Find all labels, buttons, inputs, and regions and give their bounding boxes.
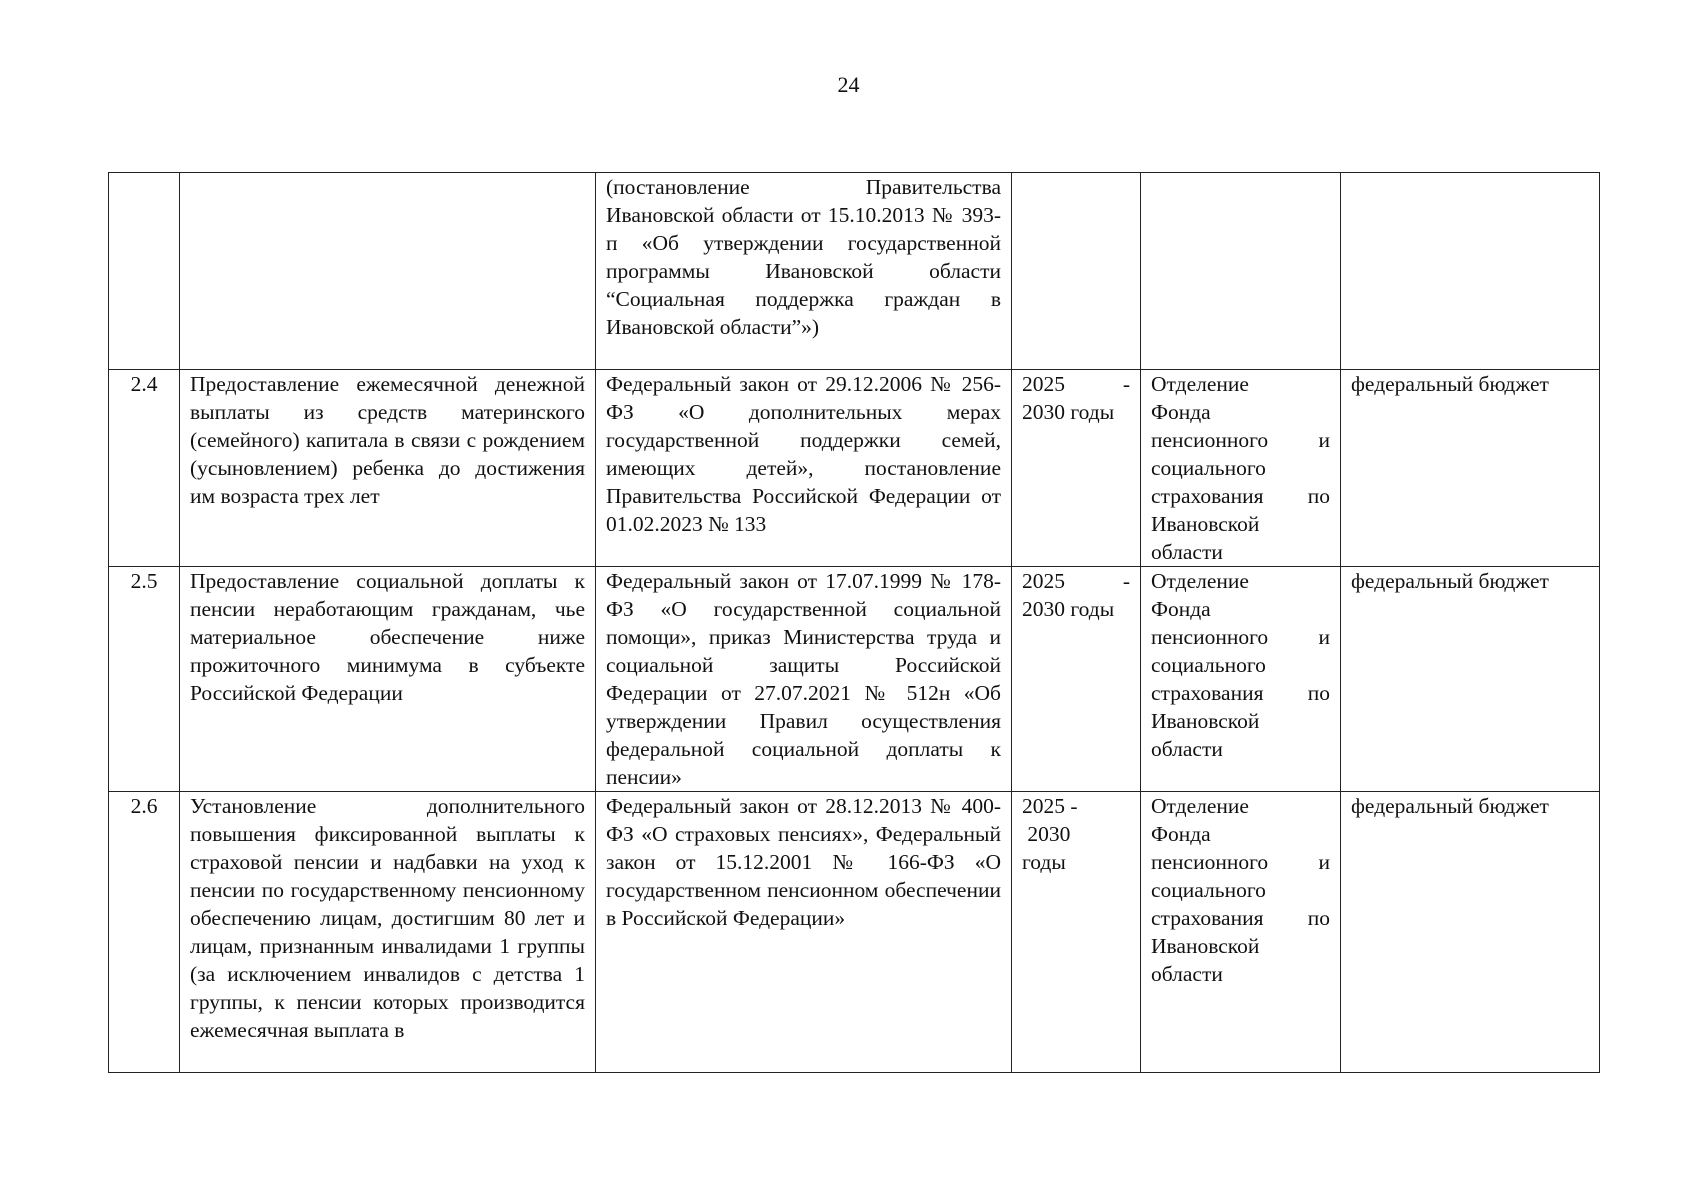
- org-line: страхования по: [1151, 484, 1330, 508]
- table-row: [109, 173, 1600, 370]
- row-number: 2.6: [109, 792, 180, 1073]
- org-line: Отделение: [1151, 794, 1249, 818]
- org-line: области: [1151, 540, 1223, 564]
- org-line: страхования по: [1151, 681, 1330, 705]
- period-line: годы: [1022, 850, 1066, 874]
- org-line: Фонда: [1151, 822, 1211, 846]
- responsible-org: [1141, 370, 1341, 567]
- period-line: 2030: [1022, 822, 1071, 846]
- measure-name: Предоставление социальной доплаты к пенсии неработающим гражданам, чье материальное обеспечение ниже прожиточного минимума в субъекте Российской Федерации: [180, 567, 596, 792]
- implementation-period: [1012, 370, 1141, 567]
- table-row: [109, 792, 1600, 1073]
- org-line: Ивановской: [1151, 709, 1260, 733]
- funding-source: федеральный бюджет: [1341, 792, 1600, 1073]
- funding-source: федеральный бюджет: [1341, 567, 1600, 792]
- measure-name: Предоставление ежемесячной денежной выплаты из средств материнского (семейного) капитала в связи с рождением (усыновлением) ребенка до достижения им возраста трех лет: [180, 370, 596, 567]
- row-number: 2.4: [109, 370, 180, 567]
- table-row: [109, 370, 1600, 567]
- legal-basis: Федеральный закон от 28.12.2013 № 400-ФЗ «О страховых пенсиях», Федеральный закон от 15.12.2001 № 166-ФЗ «О государственном пенсионном обеспечении в Российской Федерации»: [596, 792, 1012, 1073]
- measure-name: [180, 173, 596, 370]
- org-line: Ивановской: [1151, 512, 1260, 536]
- row-number: [109, 173, 180, 370]
- org-line: Отделение: [1151, 372, 1249, 396]
- org-line: социального: [1151, 878, 1266, 902]
- responsible-org: [1141, 792, 1341, 1073]
- implementation-period: [1012, 567, 1141, 792]
- funding-source: [1341, 173, 1600, 370]
- row-number: 2.5: [109, 567, 180, 792]
- table-row: [109, 567, 1600, 792]
- period-line: 2030 годы: [1022, 400, 1115, 424]
- measures-table: [108, 172, 1600, 1073]
- legal-basis: Федеральный закон от 29.12.2006 № 256-ФЗ «О дополнительных мерах государственной поддержки семей, имеющих детей», постановление Правительства Российской Федерации от 01.02.2023 № 133: [596, 370, 1012, 567]
- org-line: Отделение: [1151, 569, 1249, 593]
- legal-basis: Федеральный закон от 17.07.1999 № 178-ФЗ «О государственной социальной помощи», приказ Министерства труда и социальной защиты Российской Федерации от 27.07.2021 № 512н «Об утверждении Правил осуществления федеральной социальной доплаты к пенсии»: [596, 567, 1012, 792]
- page-number: 24: [837, 72, 860, 97]
- org-line: страхования по: [1151, 906, 1330, 930]
- measure-name: Установление дополнительного повышения фиксированной выплаты к страховой пенсии и надбавки на уход к пенсии по государственному пенсионному обеспечению лицам, достигшим 80 лет и лицам, признанным инвалидами 1 группы (за исключением инвалидов с детства 1 группы, к пенсии которых производится ежемесячная выплата в: [180, 792, 596, 1073]
- org-line: Фонда: [1151, 400, 1211, 424]
- org-line: пенсионного и: [1151, 428, 1330, 452]
- implementation-period: [1012, 173, 1141, 370]
- period-line: 2025 -: [1022, 794, 1078, 818]
- period-line: 2025 -: [1022, 372, 1130, 396]
- org-line: пенсионного и: [1151, 625, 1330, 649]
- responsible-org: [1141, 173, 1341, 370]
- implementation-period: [1012, 792, 1141, 1073]
- org-line: Ивановской: [1151, 934, 1260, 958]
- org-line: области: [1151, 962, 1223, 986]
- period-line: 2030 годы: [1022, 597, 1115, 621]
- legal-basis: (постановление Правительства Ивановской области от 15.10.2013 № 393-п «Об утверждении государственной программы Ивановской области “Социальная поддержка граждан в Ивановской области”»): [596, 173, 1012, 370]
- org-line: социального: [1151, 653, 1266, 677]
- org-line: социального: [1151, 456, 1266, 480]
- org-line: пенсионного и: [1151, 850, 1330, 874]
- org-line: Фонда: [1151, 597, 1211, 621]
- period-line: 2025 -: [1022, 569, 1130, 593]
- org-line: области: [1151, 737, 1223, 761]
- responsible-org: [1141, 567, 1341, 792]
- funding-source: федеральный бюджет: [1341, 370, 1600, 567]
